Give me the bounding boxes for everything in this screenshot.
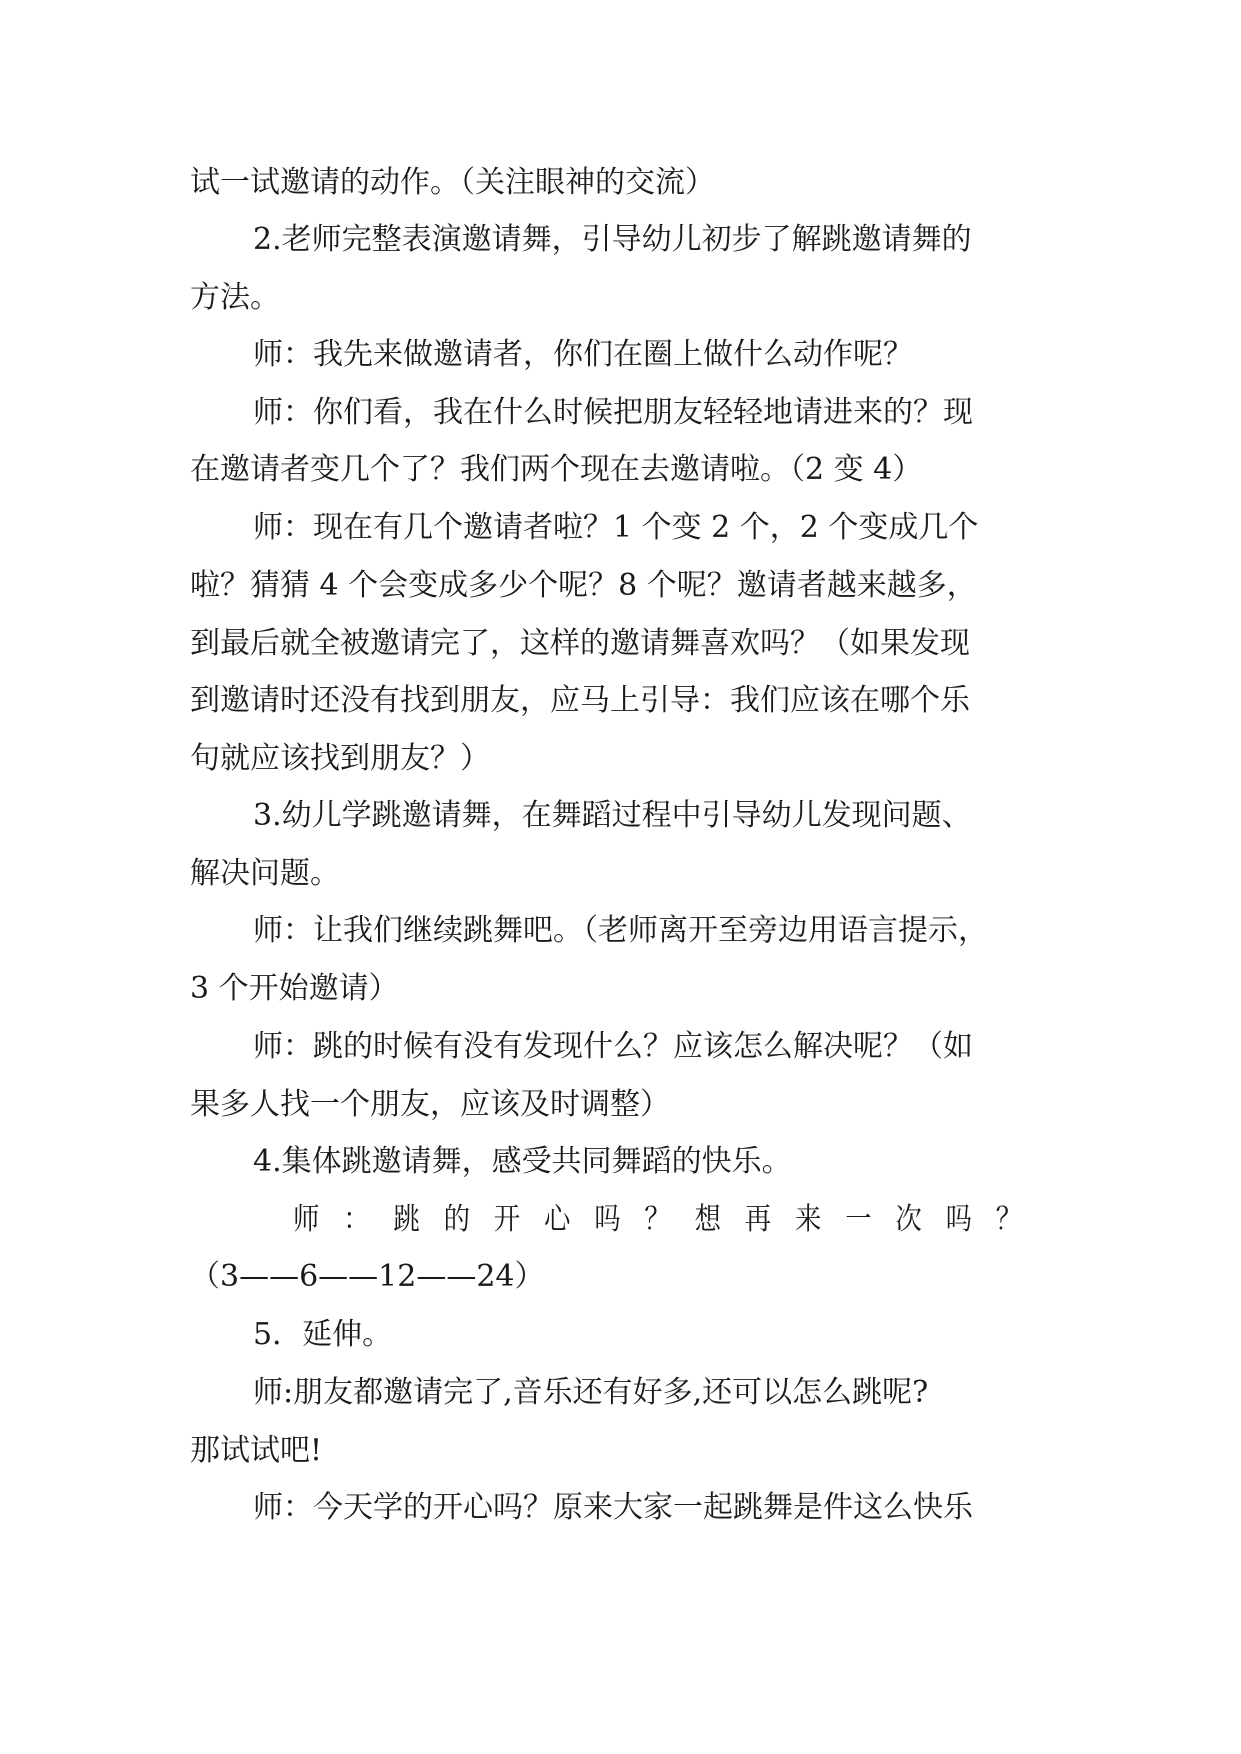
text-line: 师：跳的开心吗？想再来一次吗？ — [293, 1202, 1046, 1237]
text-line: 3.幼儿学跳邀请舞，在舞蹈过程中引导幼儿发现问题、 — [253, 798, 972, 833]
text-line: 师：让我们继续跳舞吧。（老师离开至旁边用语言提示， — [253, 913, 988, 948]
text-line: 师：今天学的开心吗？原来大家一起跳舞是件这么快乐 — [253, 1490, 973, 1525]
text-line: 试一试邀请的动作。（关注眼神的交流） — [190, 165, 715, 200]
text-line: 3 个开始邀请） — [190, 971, 399, 1006]
text-line: 方法。 — [190, 280, 280, 315]
text-line: 啦？猜猜 4 个会变成多少个呢？8 个呢？邀请者越来越多， — [190, 568, 977, 603]
text-line: （3——6——12——24） — [190, 1259, 545, 1294]
text-line: 师:朋友都邀请完了,音乐还有好多,还可以怎么跳呢? — [253, 1375, 929, 1410]
text-line: 师：我先来做邀请者，你们在圈上做什么动作呢？ — [253, 337, 913, 372]
text-line: 在邀请者变几个了？我们两个现在去邀请啦。（2 变 4） — [190, 452, 923, 487]
text-line: 师：现在有几个邀请者啦？1 个变 2 个，2 个变成几个 — [253, 510, 979, 545]
text-line: 4.集体跳邀请舞，感受共同舞蹈的快乐。 — [253, 1144, 792, 1179]
text-line: 解决问题。 — [190, 856, 340, 891]
text-line: 5．延伸。 — [253, 1317, 393, 1352]
text-line: 那试试吧! — [190, 1433, 323, 1468]
text-line: 到最后就全被邀请完了，这样的邀请舞喜欢吗？（如果发现 — [190, 626, 970, 661]
text-line: 2.老师完整表演邀请舞，引导幼儿初步了解跳邀请舞的 — [253, 222, 972, 257]
text-line: 果多人找一个朋友，应该及时调整） — [190, 1087, 670, 1122]
text-line: 句就应该找到朋友？） — [190, 741, 490, 776]
text-line: 师：跳的时候有没有发现什么？应该怎么解决呢？（如 — [253, 1029, 973, 1064]
text-line: 师：你们看，我在什么时候把朋友轻轻地请进来的？现 — [253, 395, 973, 430]
text-line: 到邀请时还没有找到朋友，应马上引导：我们应该在哪个乐 — [190, 683, 970, 718]
